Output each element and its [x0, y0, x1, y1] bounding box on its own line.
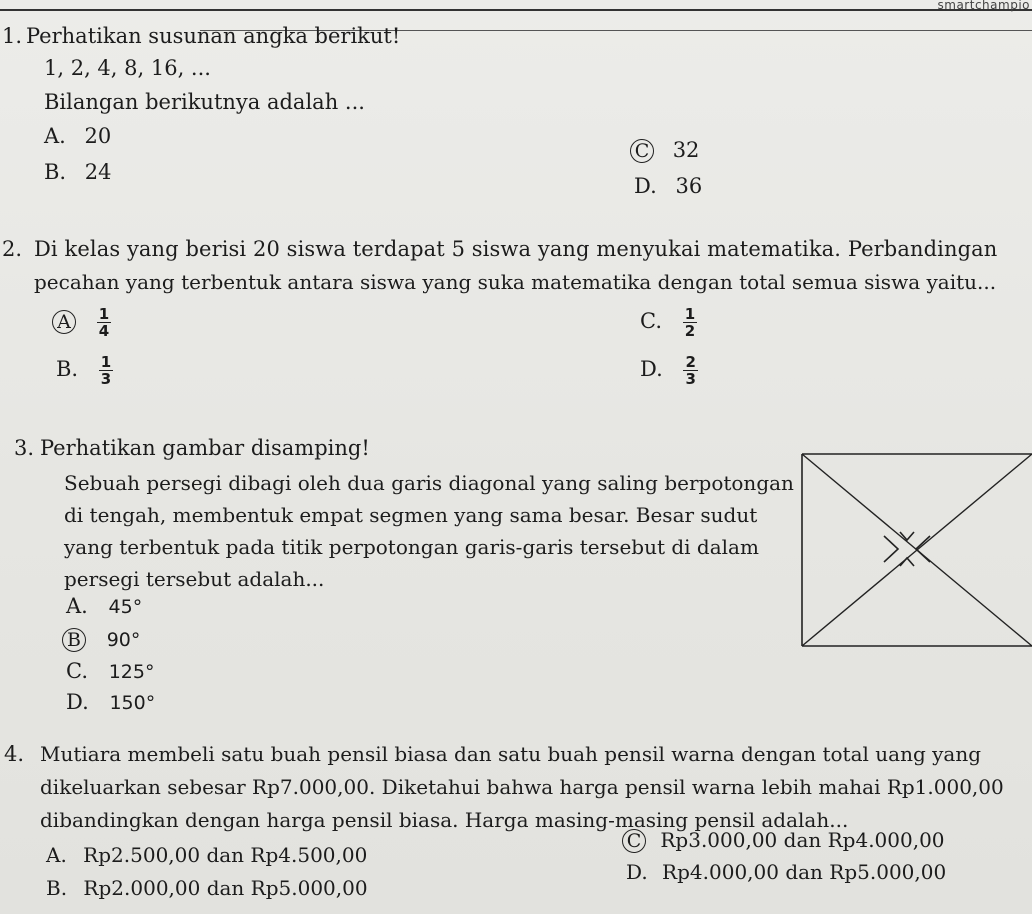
option-letter: A.: [66, 594, 88, 618]
q1-option-a[interactable]: [44, 124, 111, 148]
option-value: 20: [84, 124, 112, 148]
option-letter: B.: [56, 357, 79, 381]
option-letter: C.: [640, 309, 662, 333]
option-letter: D.: [634, 174, 657, 198]
fraction: $\frac{1}{2}$: [684, 305, 696, 340]
option-letter: B.: [46, 876, 68, 900]
watermark: smartchampio: [937, 0, 1030, 12]
fraction: $\frac{1}{3}$: [100, 353, 112, 388]
top-rule: [0, 9, 1032, 11]
q3-line-3: yang terbentuk pada titik perpotongan garis-garis tersebut di dalam: [64, 535, 759, 559]
option-letter: A.: [44, 124, 66, 148]
option-value: 32: [672, 138, 700, 162]
option-value: 36: [675, 174, 703, 198]
q2-line-1: Di kelas yang berisi 20 siswa terdapat 5 siswa yang menyukai matematika. Perbandingan: [34, 237, 998, 261]
q1-sequence: 1, 2, 4, 8, 16, ...: [44, 56, 211, 80]
option-value: Rp4.000,00 dan Rp5.000,00: [662, 860, 947, 884]
q2-option-d[interactable]: [640, 354, 698, 387]
q3-line-1: Sebuah persegi dibagi oleh dua garis diagonal yang saling berpotongan: [64, 471, 794, 495]
angle-mark: [900, 532, 914, 540]
q1-number: 1.: [2, 24, 23, 48]
q1-option-d[interactable]: [634, 174, 702, 198]
q2-line-2: pecahan yang terbentuk antara siswa yang suka matematika dengan total semua siswa yaitu...: [34, 270, 997, 294]
q3-option-d[interactable]: [66, 690, 155, 714]
q4-line-2: dikeluarkan sebesar Rp7.000,00. Diketahui bahwa harga pensil warna lebih mahai Rp1.000,00: [40, 775, 1004, 799]
q3-option-c[interactable]: [66, 659, 154, 683]
answer-circle-mark: B: [62, 628, 86, 652]
q1-option-b[interactable]: [44, 160, 112, 184]
q4-line-1: Mutiara membeli satu buah pensil biasa dan satu buah pensil warna dengan total uang yang: [40, 742, 982, 766]
q4-line-3: dibandingkan dengan harga pensil biasa. Harga masing-masing pensil adalah...: [40, 808, 849, 832]
answer-circle-mark: C: [630, 139, 654, 163]
fraction: $\frac{1}{4}$: [98, 305, 110, 340]
q4-option-b[interactable]: [46, 876, 368, 900]
option-letter: D.: [626, 860, 648, 884]
option-value: Rp3.000,00 dan Rp4.000,00: [660, 828, 945, 852]
square-diagonals-figure: [800, 452, 1032, 648]
q3-line-4: persegi tersebut adalah...: [64, 567, 325, 591]
option-letter: D.: [640, 357, 663, 381]
option-value: 150°: [109, 692, 156, 714]
option-letter: A.: [46, 843, 67, 867]
q2-option-c[interactable]: [640, 306, 697, 339]
option-value: 45°: [108, 596, 143, 618]
q4-option-c[interactable]: [626, 828, 945, 853]
option-value: Rp2.500,00 dan Rp4.500,00: [83, 843, 368, 867]
angle-mark: [884, 536, 898, 562]
q2-option-a[interactable]: [56, 306, 111, 339]
fraction: $\frac{2}{3}$: [685, 353, 696, 388]
q3-number: 3.: [14, 436, 35, 460]
q4-option-d[interactable]: [626, 860, 946, 884]
q2-option-b[interactable]: [56, 354, 113, 387]
q1-title: Perhatikan susunan angka berikut!: [26, 24, 401, 48]
option-value: 90°: [106, 629, 141, 651]
option-letter: C.: [66, 659, 88, 683]
answer-circle-mark: A: [52, 310, 76, 334]
q3-line-2: di tengah, membentuk empat segmen yang sama besar. Besar sudut: [64, 503, 758, 527]
answer-circle-mark: C: [622, 829, 646, 853]
q1-prompt: Bilangan berikutnya adalah ...: [44, 90, 365, 114]
q2-number: 2.: [2, 237, 23, 261]
q3-title: Perhatikan gambar disamping!: [40, 436, 370, 460]
option-value: 125°: [108, 661, 155, 683]
q3-option-b[interactable]: [66, 627, 140, 652]
q1-option-c[interactable]: [634, 138, 699, 163]
option-letter: D.: [66, 690, 89, 714]
option-value: 24: [84, 160, 112, 184]
option-value: Rp2.000,00 dan Rp5.000,00: [83, 876, 368, 900]
q3-option-a[interactable]: [66, 594, 142, 618]
option-letter: B.: [44, 160, 67, 184]
q4-option-a[interactable]: [46, 843, 367, 867]
q4-number: 4.: [4, 742, 25, 766]
